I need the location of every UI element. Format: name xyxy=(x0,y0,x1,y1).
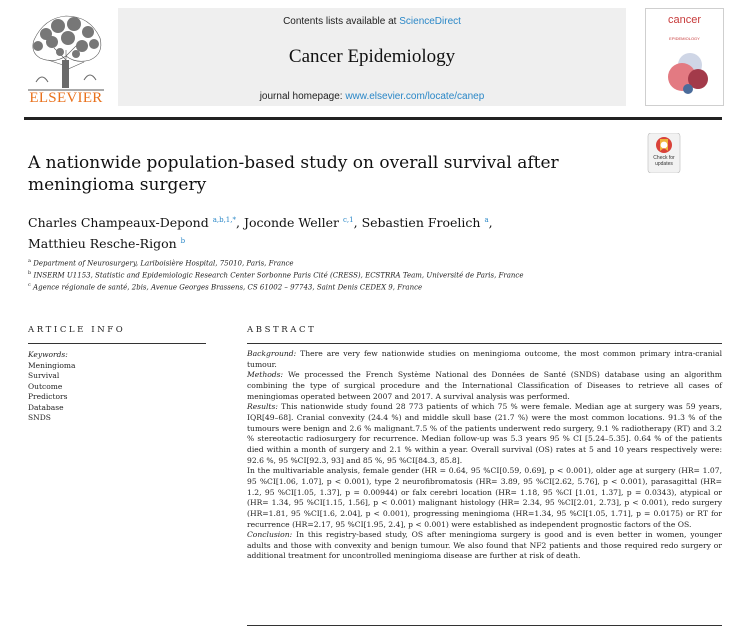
results-label: Results: xyxy=(247,402,278,412)
author-name[interactable]: Matthieu Resche-Rigon xyxy=(28,236,177,252)
multivariable-text: In the multivariable analysis, female gender (HR = 0.64, 95 %CI[0.59, 0.69], p < 0.001), older age at surgery (HR= 1.07, 95 %CI[1.06, 1.07], p < 0.001), type 2 neurofibromatosis (HR= 3.89, 95 %CI[2.62, 5.76], p < 0.001), parasagittal (HR= 1.2, 95 %CI[1.05, 1.37], p = 0.00944) or falx cerebri location (HR= 1.18, 95 %CI [1.01, 1.37], p = 0.0343), atypical or (HR= 1.34, 95 %CI[1.15, 1.56], p < 0.001) malignant histology (HR= 2.34, 95 %CI[2.01, 2.73], p < 0.001), redo surgery (HR=1.81, 95 %CI[1.6, 2.04], p < 0.001), progressing meningioma (HR=1.34, 95 %CI[1.05, 1.71], p = 0.0175) or RT for recurrence (HR=2.17, 95 %CI[1.95, 2.4], p < 0.001) were established as independent prognostic factors of the OS. xyxy=(247,466,722,529)
author-affiliation-marks[interactable]: a,b,1,* xyxy=(212,216,236,224)
cover-title: cancer xyxy=(667,14,702,26)
author-affiliation-marks[interactable]: a xyxy=(484,216,489,224)
author-separator: , xyxy=(488,215,493,231)
affiliation-text: Department of Neurosurgery, Lariboisière Hospital, 75010, Paris, France xyxy=(33,259,294,268)
background-text: There are very few nationwide studies on meningioma outcome, the most common primary intra-cranial tumour. xyxy=(247,349,722,369)
conclusion-text: In this registry-based study, OS after meningioma surgery is good and is even better in women, younger adults and those with convexity and benign tumour. We also found that NF2 patients and those required redo surgery or additional treatment for uncontrolled meningioma disease are further at risk of death. xyxy=(247,530,722,561)
author-name[interactable]: Charles Champeaux-Depond xyxy=(28,215,209,231)
keyword-item: SNDS xyxy=(28,413,51,422)
affiliation-mark: b xyxy=(28,270,32,276)
affiliation-c xyxy=(28,282,422,291)
results-text: This nationwide study found 28 773 patients of which 75 % were female. Median age at surgery was 59 years, IQR[49–68]. Cranial convexity (24.4 %) and middle skull base (21.7 %) were the most common locations. 91.3 % of the tumours were benign and 2.6 % malignant.7.5 % of the patients underwent redo surgery, 9.1 % radiotherapy (RT) and 3.2 % stereotactic radiosurgery for recurrence. Median follow-up was 5.3 years 95 % CI [5.24–5.35]. 0.64 % of the patients died within a month of surgery and 2.1 % within a year. Overall survival (OS) rates at 5 and 10 years respectively were: 92.6 %, 95 %CI[92.3, 93] and 85 %, 95 %CI[84.3, 85.8]. xyxy=(247,402,722,465)
homepage-prefix: journal homepage: xyxy=(259,91,346,102)
abstract-conclusion xyxy=(247,530,722,562)
background-label: Background: xyxy=(247,349,297,358)
author-name[interactable]: Joconde Weller xyxy=(243,215,340,231)
keywords-label: Keywords: xyxy=(28,350,68,359)
author-affiliation-marks[interactable]: c,1 xyxy=(343,216,354,224)
keyword-item: Meningioma xyxy=(28,360,76,370)
journal-homepage xyxy=(118,91,626,102)
keywords-list xyxy=(28,350,75,424)
affiliation-text: Agence régionale de santé, 2bis, Avenue Georges Brassens, CS 61002 – 97743, Saint Denis CEDEX 9, France xyxy=(33,283,423,292)
author-list xyxy=(28,211,628,253)
abstract-bottom-rule xyxy=(247,625,722,626)
author-separator: , xyxy=(235,215,244,231)
check-updates-label: Check for updates xyxy=(653,155,675,167)
keyword-item: Database xyxy=(28,402,64,412)
affiliation-mark: a xyxy=(28,258,31,264)
contents-prefix: Contents lists available at xyxy=(283,16,400,27)
abstract-rule xyxy=(247,343,722,344)
cover-subtitle: EPIDEMIOLOGY xyxy=(669,36,700,41)
journal-title: Cancer Epidemiology xyxy=(288,46,456,67)
author-separator: , xyxy=(353,215,362,231)
abstract-heading: ABSTRACT xyxy=(247,325,317,335)
affiliation-mark: c xyxy=(28,282,31,288)
affiliation-text: INSERM U1153, Statistic and Epidemiologic Research Center Sorbonne Paris Cité (CRESS), ECSTRRA Team, Université de Paris, France xyxy=(33,271,524,280)
article-title: A nationwide population-based study on overall survival after meningioma surgery xyxy=(28,153,559,195)
header-rule xyxy=(24,117,722,120)
author-name[interactable]: Sebastien Froelich xyxy=(361,215,481,231)
affiliation-a xyxy=(28,258,294,267)
cover-art xyxy=(660,47,712,97)
abstract-body xyxy=(247,349,722,562)
author-affiliation-marks[interactable]: b xyxy=(180,237,186,246)
methods-text: We processed the French Système National des Données de Santé (SNDS) database using an algorithm combining the type of surgical procedure and the International Classification of Diseases to retrieve all cases of meningiomas operated between 2007 and 2017. A survival analysis was performed. xyxy=(247,370,722,401)
homepage-link[interactable]: www.elsevier.com/locate/canep xyxy=(345,91,485,102)
affiliation-b xyxy=(28,270,523,279)
conclusion-label: Conclusion: xyxy=(247,530,293,540)
keyword-item: Outcome xyxy=(28,381,63,391)
abstract-methods xyxy=(247,370,722,402)
check-for-updates-icon[interactable] xyxy=(646,133,682,173)
abstract-results xyxy=(247,402,722,466)
article-info-rule xyxy=(28,343,206,344)
abstract-multivariable xyxy=(247,466,722,530)
methods-label: Methods: xyxy=(247,370,284,380)
keyword-item: Survival xyxy=(28,371,60,380)
keyword-item: Predictors xyxy=(28,392,68,401)
journal-cover xyxy=(645,8,724,106)
sciencedirect-link[interactable]: ScienceDirect xyxy=(399,16,461,27)
publisher-name: ELSEVIER xyxy=(29,90,103,106)
article-info-heading: ARTICLE INFO xyxy=(28,325,126,335)
abstract-background xyxy=(247,349,722,370)
contents-availability xyxy=(118,16,626,27)
